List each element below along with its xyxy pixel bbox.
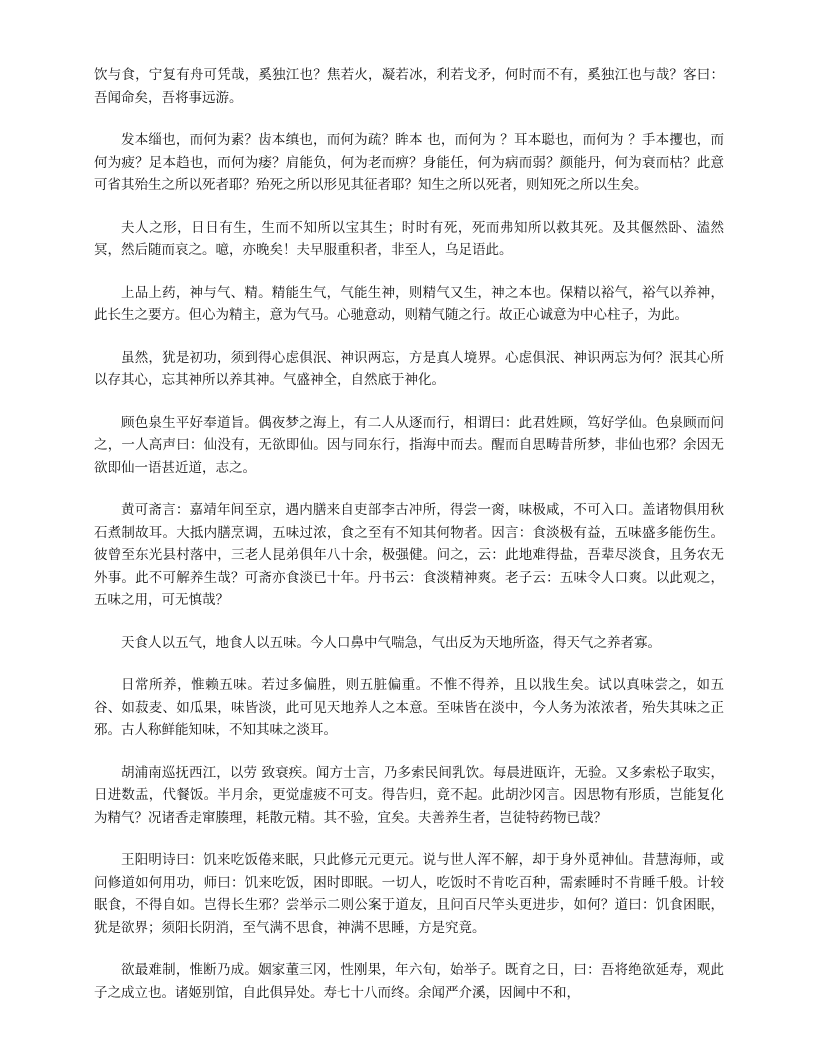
- paragraph: 胡浦南巡抚西江，以劳 致衰疾。闻方士言，乃多索民间乳饮。每晨进瓯许，无验。又多索松子取实，日进数盂，代餐饭。半月余，更觉虚疲不可支。得告归，竟不起。此胡沙冈言。因思物有形质，岂能复化为精气？况诸香走窜腠理，耗散元精。其不验，宜矣。夫善养生者，岂徒特药物已哉？: [94, 764, 724, 826]
- paragraph: 夫人之形，日日有生，生而不知所以宝其生；时时有死，死而弗知所以救其死。及其偃然卧、溘然冥，然后随而哀之。噫，亦晚矣！夫早服重积者，非至人，乌足语此。: [94, 219, 724, 258]
- paragraph: 王阳明诗曰：饥来吃饭倦来眠，只此修元元更元。说与世人浑不解，却于身外觅神仙。昔慧海师，或问修道如何用功，师曰：饥来吃饭，困时即眠。一切人，吃饭时不肯吃百种，需索睡时不肯睡千般。计较眠食，不得自如。岂得长生邪？尝举示二则公案于道友，且问百尺竿头更进步，如何？道曰：饥食困眠，犹是欲界；须阳长阴消，至气满不思食，神满不思睡，方是究竟。: [94, 852, 724, 936]
- paragraph: 虽然，犹是初功，须到得心虑俱泯、神识两忘，方是真人境界。心虑俱泯、神识两忘为何？泯其心所以存其心，忘其神所以养其神。气盛神全，自然底于神化。: [94, 349, 724, 388]
- paragraph: 天食人以五气，地食人以五味。今人口鼻中气喘急，气出反为天地所盗，得天气之养者寡。: [121, 634, 661, 651]
- paragraph: 欲最难制，惟断乃成。姻家董三冈，性刚果，年六旬，始举子。既育之日，曰：吾将绝欲延寿，观此子之成立也。诸姬别馆，自此俱异处。寿七十八而终。余闻严介溪，因阃中不和，: [94, 962, 724, 1001]
- paragraph: 顾色泉生平好奉道旨。偶夜梦之海上，有二人从逐而行，相谓曰：此君姓顾，笃好学仙。色泉顾而问之，一人高声曰：仙没有，无欲即仙。因与同东行，指海中而去。醒而自思畴昔所梦，非仙也邪？余因无欲即仙一语甚近道，志之。: [94, 414, 724, 476]
- paragraph: 上品上药，神与气、精。精能生气，气能生神，则精气又生，神之本也。保精以裕气，裕气以养神，此长生之要方。但心为精主，意为气马。心驰意动，则精气随之行。故正心诚意为中心柱子，为此。: [94, 284, 724, 323]
- paragraph: 黄可斋言：嘉靖年间至京，遇内膳来自吏部李古冲所，得尝一脔，味极咸，不可入口。盖诸物俱用秋石煮制故耳。大抵内膳烹调，五味过浓，食之至有不知其何物者。因言：食淡极有益，五味盛多能伤生。彼曾至东光县村落中，三老人昆弟俱年八十余，极强健。问之，云：此地难得盐，吾辈尽淡食，且务农无外事。此不可解养生哉？可斋亦食淡已十年。丹书云：食淡精神爽。老子云：五味令人口爽。以此观之，五味之用，可无慎哉？: [94, 502, 724, 608]
- paragraph: 日常所养，惟赖五味。若过多偏胜，则五脏偏重。不惟不得养，且以戕生矣。试以真味尝之，如五谷、如菽麦、如瓜果，味皆淡，此可见天地养人之本意。至味皆在淡中，今人务为浓浓者，殆失其味之正邪。古人称鲜能知味，不知其味之淡耳。: [94, 677, 724, 738]
- paragraph: 发本缁也，而何为素？齿本缜也，而何为疏？眸本 也，而何为 ？耳本聪也，而何为 ？手本攫也，而何为疲？足本趋也，而何为痿？肩能负，何为老而痹？身能任，何为病而弱？颜能丹，何为衰而枯？此意可省其殆生之所以死者耶？殆死之所以形见其征者耶？知生之所以死者，则知死之所以生矣。: [94, 132, 724, 193]
- document-body: [94, 64, 724, 1024]
- paragraph: 饮与食，宁复有舟可凭哉，奚独江也？焦若火，凝若冰，利若戈矛，何时而不有，奚独江也与哉？客曰：吾闻命矣，吾将事远游。: [94, 67, 724, 106]
